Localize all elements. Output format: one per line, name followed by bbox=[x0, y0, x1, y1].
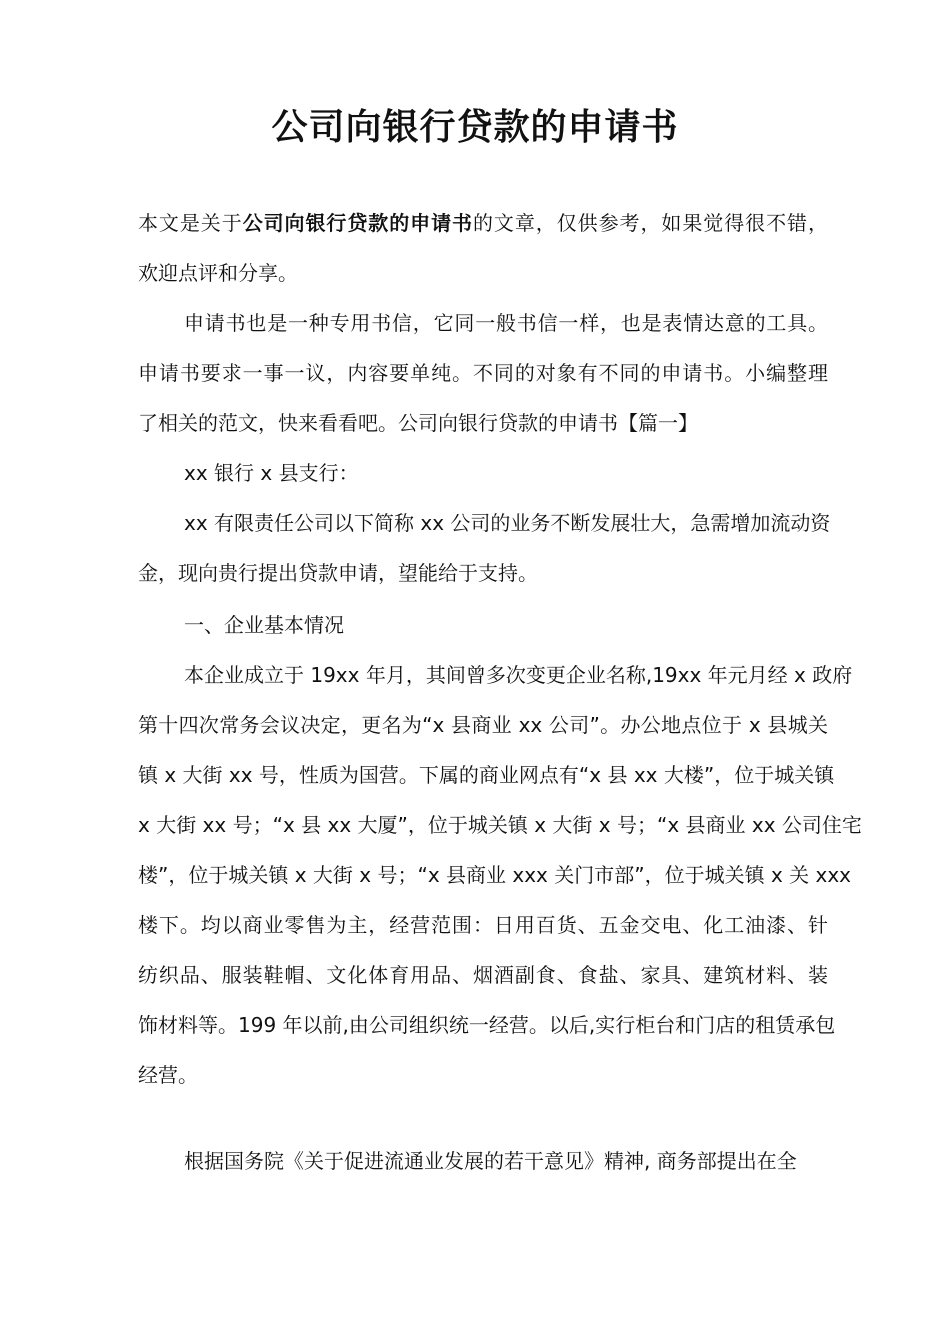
intro-line-2: 欢迎点评和分享。 bbox=[138, 261, 298, 285]
document-title: 公司向银行贷款的申请书 bbox=[271, 107, 679, 148]
paragraph-2-line-1: xx 有限责任公司以下简称 xx 公司的业务不断发展壮大，急需增加流动资 bbox=[184, 511, 831, 535]
paragraph-3-line-2: 第十四次常务会议决定，更名为“x 县商业 xx 公司”。办公地点位于 x 县城关 bbox=[138, 713, 828, 737]
salutation-block bbox=[138, 448, 828, 498]
paragraph-3-line-6: 楼下。均以商业零售为主，经营范围：日用百货、五金交电、化工油漆、针 bbox=[138, 913, 828, 937]
paragraph-1-line-3: 了相关的范文，快来看看吧。公司向银行贷款的申请书【篇一】 bbox=[138, 411, 698, 435]
paragraph-2-line-2: 金，现向贵行提出贷款申请，望能给于支持。 bbox=[138, 561, 538, 585]
paragraph-1-line-2: 申请书要求一事一议，内容要单纯。不同的对象有不同的申请书。小编整理 bbox=[138, 361, 828, 385]
paragraph-1-line-1: 申请书也是一种专用书信，它同一般书信一样，也是表情达意的工具。 bbox=[184, 311, 828, 335]
intro-suffix: 的文章，仅供参考，如果觉得很不错， bbox=[473, 211, 828, 235]
paragraph-3-line-4: x 大街 xx 号；“x 县 xx 大厦”，位于城关镇 x 大街 x 号；“x 县商业 xx 公司住宅 bbox=[138, 813, 862, 837]
intro-prefix: 本文是关于 bbox=[138, 211, 243, 235]
intro-bold-title: 公司向银行贷款的申请书 bbox=[242, 211, 473, 235]
paragraph-1 bbox=[138, 298, 828, 448]
intro-line-1 bbox=[138, 198, 828, 248]
paragraph-2 bbox=[138, 498, 831, 598]
intro-paragraph bbox=[138, 198, 828, 298]
paragraph-3-line-1: 本企业成立于 19xx 年月，其间曾多次变更企业名称,19xx 年元月经 x 政府 bbox=[184, 663, 853, 687]
paragraph-3-line-5: 楼”，位于城关镇 x 大街 x 号；“x 县商业 xxx 关门市部”，位于城关镇 x 关 xxx bbox=[138, 863, 852, 887]
section-heading-block bbox=[138, 600, 828, 650]
paragraph-3-line-9: 经营。 bbox=[138, 1063, 198, 1087]
paragraph-4 bbox=[138, 1136, 828, 1186]
paragraph-3 bbox=[138, 650, 862, 1100]
section-heading-1: 一、企业基本情况 bbox=[184, 613, 344, 637]
salutation: xx 银行 x 县支行： bbox=[184, 461, 359, 485]
paragraph-3-line-8: 饰材料等。199 年以前,由公司组织统一经营。以后,实行柜台和门店的租赁承包 bbox=[138, 1013, 836, 1037]
paragraph-4-line-1: 根据国务院《关于促进流通业发展的若干意见》精神, 商务部提出在全 bbox=[184, 1149, 797, 1173]
paragraph-3-line-7: 纺织品、服装鞋帽、文化体育用品、烟酒副食、食盐、家具、建筑材料、装 bbox=[138, 963, 828, 987]
paragraph-3-line-3: 镇 x 大街 xx 号，性质为国营。下属的商业网点有“x 县 xx 大楼”，位于城关镇 bbox=[138, 763, 835, 787]
